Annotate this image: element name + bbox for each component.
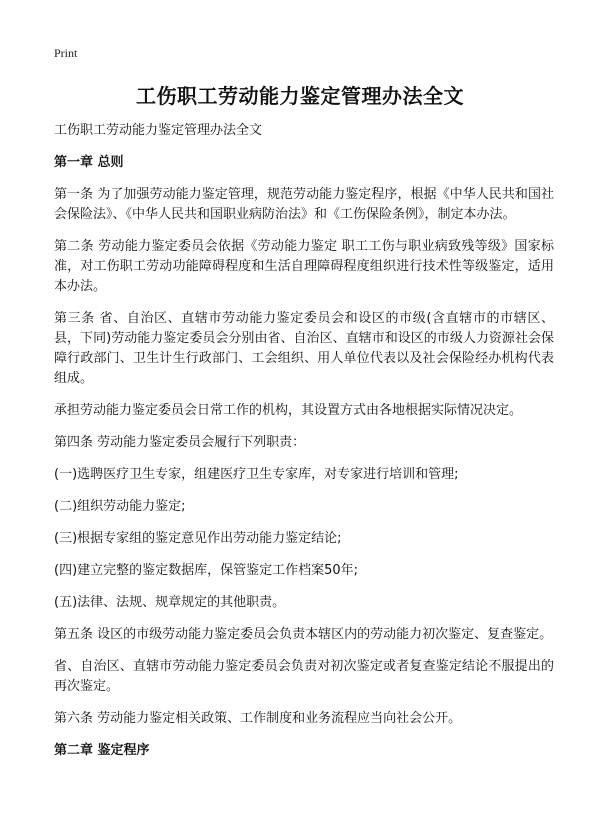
article-5: 第五条 设区的市级劳动能力鉴定委员会负责本辖区内的劳动能力初次鉴定、复查鉴定。 bbox=[54, 627, 553, 642]
list-item-1: (一)选聘医疗卫生专家，组建医疗卫生专家库，对专家进行培训和管理; bbox=[54, 467, 459, 482]
chapter-heading-2: 第二章 鉴定程序 bbox=[54, 743, 150, 758]
list-item-5: (五)法律、法规、规章规定的其他职责。 bbox=[54, 595, 286, 610]
chapter-heading-1: 第一章 总则 bbox=[54, 155, 124, 170]
list-item-2: (二)组织劳动能力鉴定; bbox=[54, 499, 186, 514]
article-2: 第二条 劳动能力鉴定委员会依据《劳动能力鉴定 职工工伤与职业病致残等级》国家标准，对工伤职工劳动功能障碍程度和生活自理障碍程度组织进行技术性等级鉴定，适用本办法。 bbox=[54, 239, 554, 294]
list-item-3: (三)根据专家组的鉴定意见作出劳动能力鉴定结论; bbox=[54, 531, 342, 546]
document-body bbox=[54, 121, 554, 773]
article-3: 第三条 省、自治区、直辖市劳动能力鉴定委员会和设区的市级(含直辖市的市辖区、县，下同)劳动能力鉴定委员会分别由省、自治区、直辖市和设区的市级人力资源社会保障行政部门、卫生计生行政部门、工会组织、用人单位代表以及社会保险经办机构代表组成。 bbox=[54, 311, 554, 386]
print-link[interactable]: Print bbox=[54, 46, 78, 60]
article-5-paragraph-2: 省、自治区、直辖市劳动能力鉴定委员会负责对初次鉴定或者复查鉴定结论不服提出的再次鉴定。 bbox=[54, 659, 554, 694]
document-subtitle: 工伤职工劳动能力鉴定管理办法全文 bbox=[54, 123, 263, 138]
article-3-paragraph-2: 承担劳动能力鉴定委员会日常工作的机构，其设置方式由各地根据实际情况决定。 bbox=[54, 403, 523, 418]
page-title: 工伤职工劳动能力鉴定管理办法全文 bbox=[136, 84, 464, 108]
list-item-4: (四)建立完整的鉴定数据库，保管鉴定工作档案50年; bbox=[54, 563, 359, 578]
article-4: 第四条 劳动能力鉴定委员会履行下列职责： bbox=[54, 435, 306, 450]
article-6: 第六条 劳动能力鉴定相关政策、工作制度和业务流程应当向社会公开。 bbox=[54, 711, 462, 726]
article-1: 第一条 为了加强劳动能力鉴定管理，规范劳动能力鉴定程序，根据《中华人民共和国社会保险法》、《中华人民共和国职业病防治法》和《工伤保险条例》，制定本办法。 bbox=[54, 187, 554, 222]
